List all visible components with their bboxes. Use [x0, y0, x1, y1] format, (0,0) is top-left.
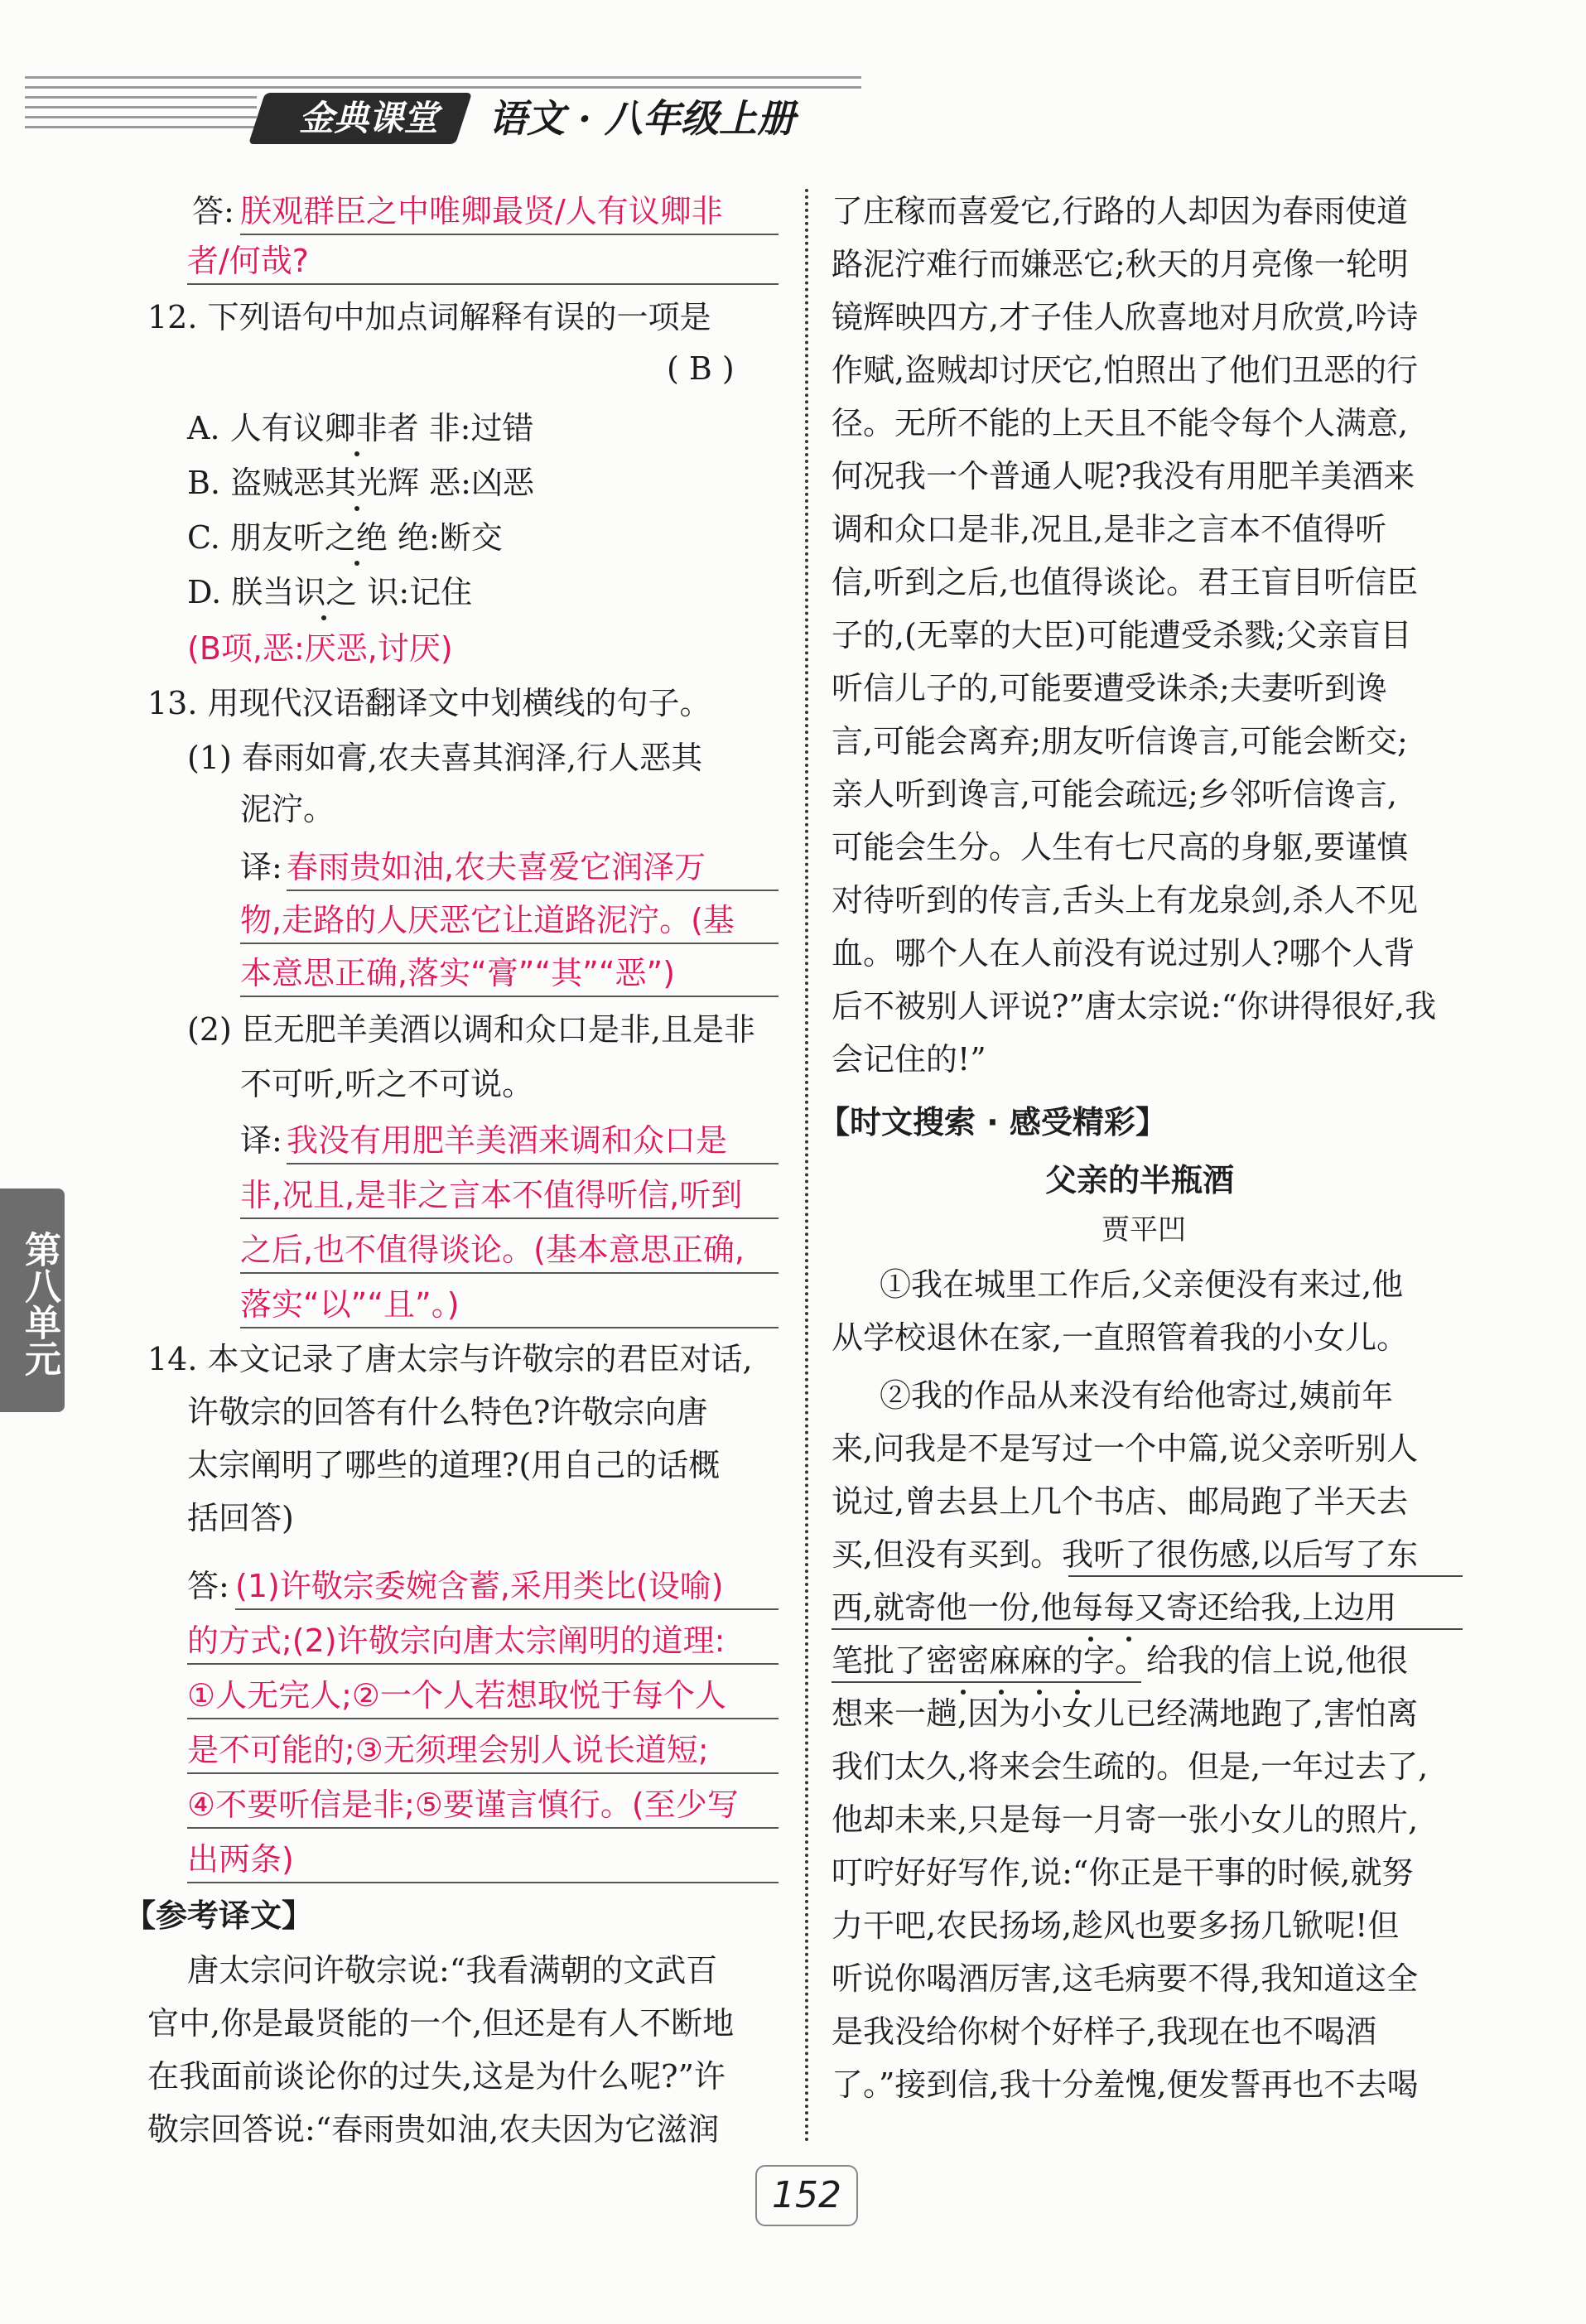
sentence-underline — [832, 1628, 1463, 1630]
question-12: 12. 下列语句中加点词解释有误的一项是 — [147, 299, 711, 335]
reference-line10: 何况我一个普通人呢?我没有用肥羊美酒来 — [832, 458, 1415, 494]
reference-line6: 路泥泞难行而嫌恶它;秋天的月亮像一轮明 — [832, 246, 1409, 282]
header-title: 语文 · 八年级上册 — [489, 96, 796, 141]
answer-underline — [240, 1327, 779, 1328]
answer-underline — [187, 1718, 779, 1719]
answer-underline — [240, 943, 779, 944]
paragraph-2-line9: 他却未来,只是每一月寄一张小女儿的照片, — [832, 1801, 1419, 1838]
translation-13-1-line1: 春雨贵如油,农夫喜爱它润泽万 — [287, 849, 706, 885]
unit-side-tab: 第八单元 — [0, 1189, 65, 1412]
question-14-line2: 许敬宗的回答有什么特色?许敬宗向唐 — [187, 1394, 708, 1430]
question-12-note: (B项,恶:厌恶,讨厌) — [187, 630, 453, 667]
reference-line17: 可能会生分。人生有七尺高的身躯,要谨慎 — [832, 829, 1409, 865]
paragraph-1-line1: ①我在城里工作后,父亲便没有来过,他 — [880, 1266, 1404, 1303]
translation-prefix: 译: — [240, 1122, 282, 1159]
reference-line7: 镜辉映四方,才子佳人欣喜地对月欣赏,吟诗 — [832, 299, 1419, 335]
paragraph-2-line7: 想来一趟,因为小女儿已经满地跑了,害怕离 — [832, 1695, 1419, 1732]
question-13-1a: (1) 春雨如膏,农夫喜其润泽,行人恶其 — [187, 740, 703, 776]
emphasis-dot — [354, 451, 359, 456]
translation-13-1-line2: 物,走路的人厌恶它让道路泥泞。(基 — [240, 902, 735, 938]
question-14-line4: 括回答) — [187, 1500, 294, 1536]
answer-11-line2: 者/何哉? — [187, 243, 309, 279]
reference-line5: 了庄稼而喜爱它,行路的人却因为春雨使道 — [832, 193, 1409, 229]
answer-underline — [287, 1163, 779, 1164]
reference-line20: 后不被别人评说?”唐太宗说:“你讲得很好,我 — [832, 988, 1437, 1025]
emphasis-dot — [354, 506, 359, 511]
answer-underline — [287, 890, 779, 891]
paragraph-2-line2: 来,问我是不是写过一个中篇,说父亲听别人 — [832, 1430, 1419, 1467]
paragraph-2-line10: 叮咛好好写作,说:“你正是干事的时候,就努 — [832, 1854, 1414, 1891]
reference-line18: 对待听到的传言,舌头上有龙泉剑,杀人不见 — [832, 882, 1419, 919]
translation-13-2-line3: 之后,也不值得谈论。(基本意思正确, — [240, 1232, 745, 1268]
reference-line9: 径。无所不能的上天且不能令每个人满意, — [832, 405, 1409, 441]
paragraph-2-line6: 笔批了密密麻麻的字。给我的信上说,他很 — [832, 1642, 1409, 1679]
reference-translation-heading: 【参考译文】 — [124, 1897, 314, 1934]
sentence-underline — [832, 1681, 1141, 1683]
reference-line8: 作赋,盗贼却讨厌它,怕照出了他们丑恶的行 — [832, 352, 1419, 388]
answer-underline — [240, 234, 779, 235]
reference-line14: 听信儿子的,可能要遭受诛杀;夫妻听到谗 — [832, 670, 1387, 706]
answer-14-line1: (1)许敬宗委婉含蓄,采用类比(设喻) — [235, 1568, 724, 1604]
answer-14-line4: 是不可能的;③无须理会别人说长道短; — [187, 1732, 709, 1768]
question-12-answer: ( B ) — [667, 350, 735, 387]
paragraph-2-line8: 我们太久,将来会生疏的。但是,一年过去了, — [832, 1748, 1429, 1785]
question-13-2b: 不可听,听之不可说。 — [240, 1066, 534, 1102]
answer-14-line6: 出两条) — [187, 1841, 294, 1878]
emphasis-dot — [321, 615, 326, 620]
answer-underline — [187, 1663, 779, 1665]
answer-underline — [235, 1608, 779, 1610]
article-title: 父亲的半瓶酒 — [1045, 1162, 1235, 1198]
answer-11-prefix: 答: — [192, 193, 234, 229]
reference-line16: 亲人听到谗言,可能会疏远;乡邻听信谗言, — [832, 776, 1397, 812]
answer-underline — [187, 283, 779, 285]
reference-line15: 言,可能会离弃;朋友听信谗言,可能会断交; — [832, 723, 1408, 759]
translation-13-2-line4: 落实“以”“且”。) — [240, 1286, 460, 1323]
answer-14-line3: ①人无完人;②一个人若想取悦于每个人 — [187, 1677, 726, 1714]
translation-13-1-line3: 本意思正确,落实“膏”“其”“恶”) — [240, 955, 676, 991]
reference-line11: 调和众口是非,况且,是非之言本不值得听 — [832, 511, 1387, 547]
paragraph-2-line4: 买,但没有买到。我听了很伤感,以后写了东 — [832, 1536, 1419, 1573]
paragraph-2-line5: 西,就寄他一份,他每每又寄还给我,上边用 — [832, 1589, 1397, 1626]
reference-line1: 唐太宗问许敬宗说:“我看满朝的文武百 — [187, 1952, 718, 1989]
translation-prefix: 译: — [240, 849, 282, 885]
reference-line3: 在我面前谈论你的过失,这是为什么呢?”许 — [147, 2058, 726, 2095]
answer-underline — [187, 1882, 779, 1883]
answer-underline — [240, 1272, 779, 1274]
emphasis-dot — [354, 561, 359, 566]
answer-14-line2: 的方式;(2)许敬宗向唐太宗阐明的道理: — [187, 1622, 726, 1659]
option-a: A. 人有议卿非者 非:过错 — [187, 410, 534, 446]
paragraph-2-line12: 听说你喝酒厉害,这毛病要不得,我知道这全 — [832, 1960, 1419, 1997]
translation-13-2-line1: 我没有用肥羊美酒来调和众口是 — [287, 1122, 728, 1159]
reference-line12: 信,听到之后,也值得谈论。君王盲目听信臣 — [832, 564, 1419, 600]
answer-underline — [187, 1772, 779, 1774]
reference-line19: 血。哪个人在人前没有说过别人?哪个人背 — [832, 935, 1415, 972]
paragraph-2-line3: 说过,曾去县上几个书店、邮局跑了半天去 — [832, 1483, 1409, 1520]
reference-line21: 会记住的!” — [832, 1041, 986, 1078]
paragraph-2-line14: 了。”接到信,我十分羞愧,便发誓再也不去喝 — [832, 2066, 1419, 2103]
answer-underline — [240, 996, 779, 997]
answer-underline — [240, 1217, 779, 1219]
section-heading: 【时文搜索 · 感受精彩】 — [818, 1104, 1167, 1140]
translation-13-2-line2: 非,况且,是非之言本不值得听信,听到 — [240, 1177, 743, 1213]
paragraph-1-line2: 从学校退休在家,一直照管着我的小女儿。 — [832, 1319, 1409, 1356]
answer-11-line1: 朕观群臣之中唯卿最贤/人有议卿非 — [240, 193, 723, 229]
reference-line2: 官中,你是最贤能的一个,但还是有人不断地 — [147, 2005, 735, 2042]
reference-line13: 子的,(无辜的大臣)可能遭受杀戮;父亲盲目 — [832, 617, 1412, 653]
question-13-1b: 泥泞。 — [240, 791, 335, 827]
paragraph-2-line13: 是我没给你树个好样子,我现在也不喝酒 — [832, 2013, 1377, 2050]
paragraph-2-line1: ②我的作品从来没有给他寄过,姨前年 — [880, 1377, 1394, 1414]
paragraph-2-line11: 力干吧,农民扬场,趁风也要多扬几锨呢!但 — [832, 1907, 1400, 1944]
question-14-line1: 14. 本文记录了唐太宗与许敬宗的君臣对话, — [147, 1341, 753, 1377]
column-divider — [805, 189, 808, 2143]
question-13: 13. 用现代汉语翻译文中划横线的句子。 — [147, 685, 711, 721]
option-c: C. 朋友听之绝 绝:断交 — [187, 519, 503, 556]
option-d: D. 朕当识之 识:记住 — [187, 574, 473, 610]
page-number: 152 — [755, 2165, 858, 2226]
question-13-2a: (2) 臣无肥羊美酒以调和众口是非,且是非 — [187, 1011, 755, 1048]
reference-line4: 敬宗回答说:“春雨贵如油,农夫因为它滋润 — [147, 2111, 720, 2148]
answer-underline — [187, 1827, 779, 1829]
header-badge: 金典课堂 — [298, 98, 438, 138]
option-b: B. 盗贼恶其光辉 恶:凶恶 — [187, 465, 534, 501]
question-14-line3: 太宗阐明了哪些的道理?(用自己的话概 — [187, 1447, 721, 1483]
answer-14-prefix: 答: — [187, 1568, 229, 1604]
article-author: 贾平凹 — [1102, 1213, 1186, 1246]
sentence-underline — [1068, 1575, 1463, 1577]
answer-14-line5: ④不要听信是非;⑤要谨言慎行。(至少写 — [187, 1786, 739, 1823]
